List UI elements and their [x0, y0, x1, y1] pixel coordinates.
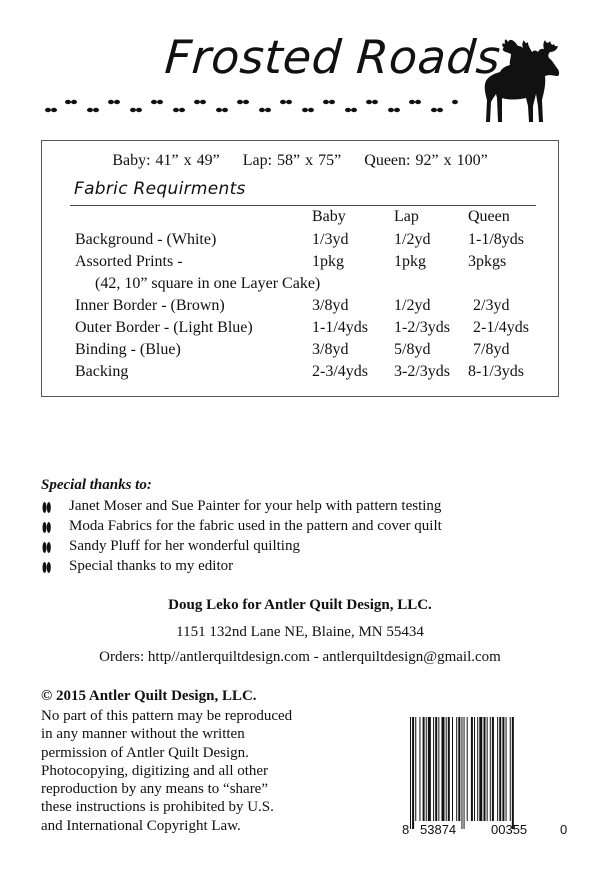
baby-amount: 1-1/4yds — [312, 319, 368, 336]
queen-amount: 8-1/3yds — [468, 363, 524, 380]
queen-amount: 1-1/8yds — [468, 231, 524, 248]
barcode-digit-group: 00355 — [491, 822, 528, 837]
hoof-tracks-icon — [40, 96, 460, 116]
barcode-digits — [402, 822, 572, 840]
table-row — [75, 363, 555, 385]
table-row — [75, 231, 555, 253]
baby-amount: 3/8yd — [312, 297, 349, 314]
row-label: Backing — [75, 363, 129, 380]
lap-amount: 3-2/3yds — [394, 363, 450, 380]
copyright-line: these instructions is prohibited by U.S. — [41, 799, 274, 816]
barcode-digit-group: 8 — [402, 822, 410, 837]
row-label: Background - (White) — [75, 231, 217, 248]
lap-amount: 1pkg — [394, 253, 426, 270]
hoof-print-icon — [42, 561, 51, 574]
copyright-line: Photocopying, digitizing and all other — [41, 762, 269, 779]
size-queen: Queen: 92” x 100” — [364, 152, 488, 169]
table-row — [75, 275, 555, 297]
queen-amount: 2/3yd — [473, 297, 510, 314]
copyright-line: in any manner without the written — [41, 726, 245, 743]
quilt-sizes — [42, 152, 558, 170]
barcode-digit-group: 53874 — [420, 822, 457, 837]
copyright-line: permission of Antler Quilt Design. — [41, 744, 249, 761]
company-address: 1151 132nd Lane NE, Blaine, MN 55434 — [176, 624, 424, 640]
copyright-notice — [41, 707, 351, 835]
thanks-text: Special thanks to my editor — [69, 558, 234, 574]
baby-amount: 1pkg — [312, 253, 344, 270]
lap-amount: 1-2/3yds — [394, 319, 450, 336]
thanks-title: Special thanks to: — [41, 477, 152, 493]
baby-amount: 2-3/4yds — [312, 363, 368, 380]
copyright-title: © 2015 Antler Quilt Design, LLC. — [41, 688, 257, 704]
size-lap: Lap: 58” x 75” — [242, 152, 342, 169]
table-row — [75, 341, 555, 363]
company-name: Doug Leko for Antler Quilt Design, LLC. — [168, 597, 432, 613]
section-rule — [70, 205, 536, 206]
copyright-line: and International Copyright Law. — [41, 817, 241, 834]
row-label: Inner Border - (Brown) — [75, 297, 225, 314]
queen-amount: 3pkgs — [468, 253, 507, 270]
column-header-lap: Lap — [394, 208, 419, 225]
column-header-baby: Baby — [312, 208, 346, 225]
baby-amount: 1/3yd — [312, 231, 349, 248]
table-row — [75, 297, 555, 319]
row-label: Assorted Prints - — [75, 253, 183, 270]
barcode — [408, 717, 558, 835]
lap-amount: 1/2yd — [394, 231, 431, 248]
hoof-print-icon — [42, 501, 51, 514]
baby-amount: 3/8yd — [312, 341, 349, 358]
thanks-text: Janet Moser and Sue Painter for your help with pattern testing — [69, 498, 442, 514]
size-baby: Baby: 41” x 49” — [112, 152, 220, 169]
table-row — [75, 253, 555, 275]
row-label: (42, 10” square in one Layer Cake) — [95, 275, 321, 292]
copyright-line: reproduction by any means to “share” — [41, 781, 268, 798]
queen-amount: 2-1/4yds — [473, 319, 529, 336]
thanks-text: Sandy Pluff for her wonderful quilting — [69, 538, 300, 554]
fabric-requirements-title: Fabric Requirments — [74, 179, 246, 199]
barcode-digit-group: 0 — [560, 822, 568, 837]
lap-amount: 5/8yd — [394, 341, 431, 358]
queen-amount: 7/8yd — [473, 341, 510, 358]
column-header-queen: Queen — [468, 208, 510, 225]
row-label: Binding - (Blue) — [75, 341, 181, 358]
fabric-requirements-box — [41, 140, 559, 397]
moose-icon — [478, 36, 564, 124]
table-row — [75, 319, 555, 341]
page-title: Frosted Roads — [163, 30, 503, 84]
copyright-line: No part of this pattern may be reproduced — [41, 708, 293, 724]
lap-amount: 1/2yd — [394, 297, 431, 314]
hoof-print-icon — [42, 521, 51, 534]
row-label: Outer Border - (Light Blue) — [75, 319, 253, 336]
hoof-print-icon — [42, 541, 51, 554]
orders-line: Orders: http//antlerquiltdesign.com - antlerquiltdesign@gmail.com — [99, 649, 501, 665]
thanks-text: Moda Fabrics for the fabric used in the pattern and cover quilt — [69, 518, 442, 534]
